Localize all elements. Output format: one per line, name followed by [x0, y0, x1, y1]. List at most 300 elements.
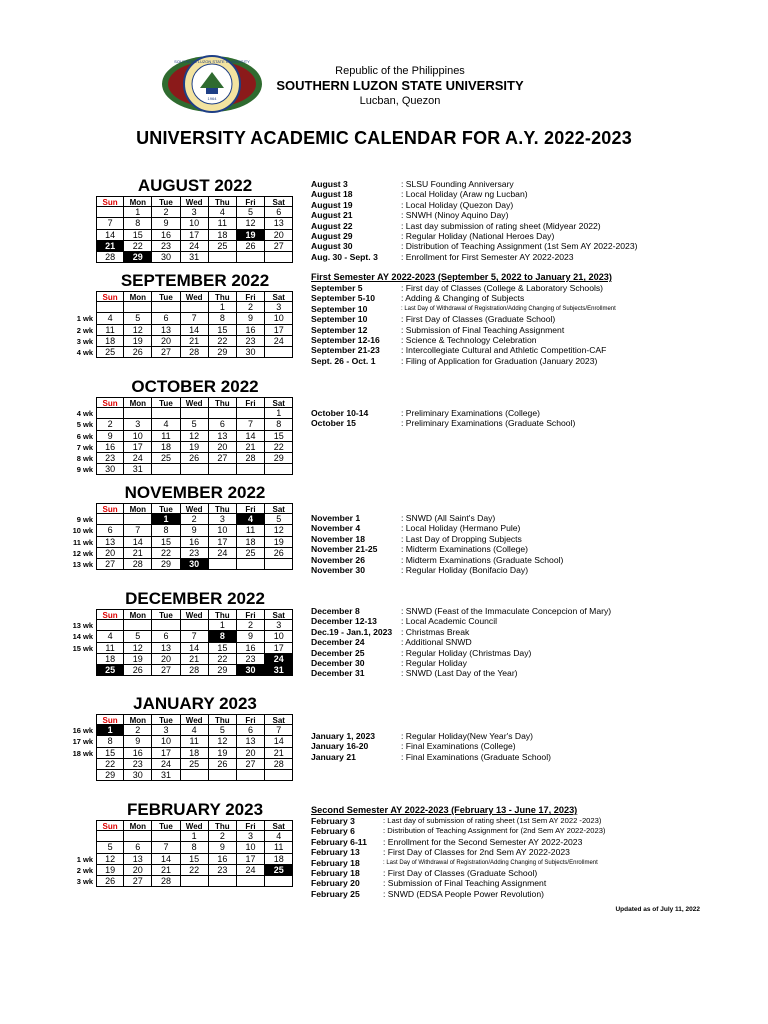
- day-header: Tue: [152, 820, 180, 831]
- event-description: : First Day of Classes for 2nd Sem AY 2022-2023: [383, 847, 570, 858]
- calendar-day: [209, 876, 237, 887]
- event-row: [311, 523, 711, 533]
- calendar-day: 21: [96, 241, 124, 252]
- week-label: [66, 770, 96, 781]
- calendar-day: 12: [124, 643, 152, 654]
- calendar-day: 26: [237, 241, 265, 252]
- calendar-day: 19: [209, 748, 237, 759]
- calendar-day: 17: [152, 748, 180, 759]
- week-label: 13 wk: [72, 621, 93, 631]
- day-header: Mon: [124, 397, 152, 408]
- event-row: [311, 627, 711, 637]
- calendar-day: 3: [181, 207, 209, 218]
- calendar-day: [124, 514, 152, 525]
- calendar-day: 26: [96, 876, 124, 887]
- day-header: Wed: [181, 609, 209, 620]
- calendar-day: 10: [265, 313, 293, 324]
- calendar-day: 20: [237, 748, 265, 759]
- calendar-day: 30: [124, 770, 152, 781]
- calendar-day: 7: [96, 218, 124, 229]
- event-date: September 12: [311, 324, 368, 335]
- calendar-day: 4: [96, 631, 124, 642]
- calendar-day: 2: [96, 419, 124, 430]
- week-label: [66, 665, 96, 676]
- calendar-day: 24: [181, 241, 209, 252]
- day-header: Mon: [124, 820, 152, 831]
- calendar-day: 19: [237, 230, 265, 241]
- calendar-day: 1: [209, 620, 237, 631]
- event-row: [311, 648, 711, 658]
- event-description: : Final Examinations (College): [401, 741, 516, 752]
- calendar-day: [181, 464, 209, 475]
- event-date: October 10-14: [311, 408, 369, 418]
- event-block: [311, 271, 711, 366]
- calendar-day: 13: [237, 736, 265, 747]
- event-date: September 10: [311, 314, 368, 325]
- event-row: [311, 210, 711, 220]
- event-row: [311, 534, 711, 544]
- calendar-day: 27: [237, 759, 265, 770]
- calendar-day: [96, 408, 124, 419]
- event-description: : First day of Classes (College & Laboratory Schools): [401, 283, 604, 293]
- calendar-day: 6: [152, 313, 180, 324]
- event-description: : Science & Technology Celebration: [401, 335, 537, 346]
- day-header: Sun: [96, 714, 124, 725]
- day-header: Thu: [209, 714, 237, 725]
- event-block: [311, 731, 711, 762]
- event-date: November 4: [311, 523, 361, 534]
- calendar-day: 2: [209, 831, 237, 842]
- calendar-day: 14: [237, 431, 265, 442]
- calendar-day: 15: [265, 431, 293, 442]
- calendar-day: [265, 559, 293, 570]
- calendar-day: 16: [181, 537, 209, 548]
- day-header: Mon: [124, 291, 152, 302]
- calendar-day: 31: [152, 770, 180, 781]
- calendar-day: 30: [237, 347, 265, 358]
- week-label-blank: [66, 820, 96, 831]
- calendar-day: [124, 620, 152, 631]
- week-label-blank: [66, 609, 96, 620]
- calendar-day: 23: [124, 759, 152, 770]
- calendar-day: 25: [209, 241, 237, 252]
- calendar-day: 25: [96, 347, 124, 358]
- calendar-day: 29: [265, 453, 293, 464]
- event-row: [311, 616, 711, 626]
- event-description: : Local Holiday (Hermano Pule): [401, 523, 521, 534]
- calendar-day: 1: [209, 302, 237, 313]
- event-date: January 21: [311, 751, 356, 762]
- calendar-day: 9: [96, 431, 124, 442]
- week-label: 10 wk: [72, 526, 93, 536]
- calendar-day: 26: [124, 665, 152, 676]
- calendar-day: 24: [237, 865, 265, 876]
- calendar-day: [265, 252, 293, 263]
- day-header: Sat: [265, 714, 293, 725]
- week-label: 9 wk: [76, 515, 93, 525]
- semester-title: Second Semester AY 2022-2023 (February 13 - June 17, 2023): [311, 805, 578, 815]
- week-label: 2 wk: [76, 325, 93, 335]
- day-header: Fri: [237, 714, 265, 725]
- calendar-day: 4: [152, 419, 180, 430]
- month-title: OCTOBER 2022: [131, 377, 259, 396]
- calendar-day: 18: [209, 230, 237, 241]
- calendar-day: 17: [124, 442, 152, 453]
- event-description: : First Day of Classes (Graduate School): [401, 314, 556, 325]
- calendar-day: 9: [209, 842, 237, 853]
- month-title: JANUARY 2023: [133, 694, 257, 713]
- day-header: Sun: [96, 609, 124, 620]
- event-row: [311, 200, 711, 210]
- calendar-day: 19: [96, 865, 124, 876]
- event-date: November 21-25: [311, 544, 378, 555]
- calendar-day: 19: [124, 654, 152, 665]
- week-label: [66, 842, 96, 853]
- calendar-day: 16: [209, 854, 237, 865]
- event-date: September 10: [311, 303, 368, 314]
- event-row: [311, 858, 711, 868]
- calendar-day: 7: [181, 313, 209, 324]
- calendar-day: 29: [209, 665, 237, 676]
- calendar-day: 22: [124, 241, 152, 252]
- day-header: Sun: [96, 397, 124, 408]
- calendar-day: [209, 770, 237, 781]
- week-label: 5 wk: [76, 420, 93, 430]
- calendar-day: [96, 302, 124, 313]
- event-description: : Regular Holiday (Christmas Day): [401, 647, 532, 658]
- event-row: [311, 231, 711, 241]
- calendar-day: 28: [181, 347, 209, 358]
- calendar-day: 14: [96, 230, 124, 241]
- calendar-day: 9: [237, 313, 265, 324]
- calendar-day: 18: [152, 442, 180, 453]
- event-description: : Regular Holiday: [401, 658, 467, 669]
- calendar-day: 20: [209, 442, 237, 453]
- calendar-day: [96, 207, 124, 218]
- calendar-day: 2: [152, 207, 180, 218]
- event-date: September 21-23: [311, 345, 380, 356]
- event-date: December 24: [311, 637, 365, 648]
- calendar-day: [265, 876, 293, 887]
- week-label: [66, 252, 96, 263]
- calendar-day: 23: [181, 548, 209, 559]
- calendar-day: 14: [181, 643, 209, 654]
- calendar-day: 29: [152, 559, 180, 570]
- calendar-day: 29: [209, 347, 237, 358]
- day-header: Sat: [265, 291, 293, 302]
- calendar-day: [124, 408, 152, 419]
- week-label: [66, 241, 96, 252]
- calendar-day: 14: [181, 325, 209, 336]
- week-label: [66, 759, 96, 770]
- event-description: : Enrollment for the Second Semester AY 2022-2023: [383, 836, 583, 847]
- event-row: [311, 513, 711, 523]
- event-date: December 30: [311, 658, 365, 669]
- university-location: Lucban, Quezon: [359, 95, 441, 107]
- calendar-day: 7: [181, 631, 209, 642]
- event-date: January 16-20: [311, 741, 369, 752]
- event-row: [311, 418, 711, 428]
- calendar-day: [237, 464, 265, 475]
- event-date: November 1: [311, 513, 361, 523]
- calendar-day: 8: [96, 736, 124, 747]
- calendar-day: 20: [265, 230, 293, 241]
- event-row: [311, 293, 711, 303]
- week-label: 13 wk: [72, 559, 93, 569]
- event-description: : Local Holiday (Araw ng Lucban): [401, 189, 528, 200]
- day-header: Sun: [96, 503, 124, 514]
- event-date: August 30: [311, 241, 353, 252]
- event-row: [311, 868, 711, 878]
- event-row: [311, 565, 711, 575]
- calendar-day: 9: [152, 218, 180, 229]
- event-row: [311, 356, 711, 366]
- calendar-day: [181, 302, 209, 313]
- calendar-day: [152, 620, 180, 631]
- calendar-day: 2: [181, 514, 209, 525]
- event-row: [311, 668, 711, 678]
- calendar-day: 22: [96, 759, 124, 770]
- event-date: September 5-10: [311, 293, 376, 304]
- calendar-day: 7: [265, 725, 293, 736]
- calendar-day: [265, 770, 293, 781]
- calendar-day: [237, 770, 265, 781]
- event-row: [311, 826, 711, 836]
- calendar-day: 11: [209, 218, 237, 229]
- event-description: : SNWD (EDSA People Power Revolution): [383, 888, 544, 899]
- calendar-day: 26: [265, 548, 293, 559]
- calendar-day: [209, 464, 237, 475]
- calendar-day: 29: [96, 770, 124, 781]
- calendar-day: 22: [181, 865, 209, 876]
- day-header: Fri: [237, 291, 265, 302]
- event-description: : Preliminary Examinations (College): [401, 408, 540, 418]
- event-description: : Christmas Break: [401, 626, 470, 637]
- calendar-day: 12: [181, 431, 209, 442]
- calendar-day: 12: [96, 854, 124, 865]
- event-row: [311, 878, 711, 888]
- calendar-day: 30: [181, 559, 209, 570]
- calendar-day: 8: [209, 631, 237, 642]
- calendar-day: 17: [181, 230, 209, 241]
- week-label: 6 wk: [76, 431, 93, 441]
- day-header: Fri: [237, 609, 265, 620]
- calendar-day: 5: [237, 207, 265, 218]
- calendar-day: [152, 464, 180, 475]
- month-calendar: [66, 800, 294, 887]
- calendar-day: 20: [124, 865, 152, 876]
- event-row: [311, 731, 711, 741]
- calendar-day: 5: [209, 725, 237, 736]
- calendar-day: 22: [209, 654, 237, 665]
- svg-text:1964: 1964: [207, 96, 217, 101]
- calendar-day: [209, 252, 237, 263]
- calendar-day: 4: [209, 207, 237, 218]
- event-row: [311, 741, 711, 751]
- calendar-day: 13: [209, 431, 237, 442]
- semester-title: First Semester AY 2022-2023 (September 5, 2022 to January 21, 2023): [311, 272, 612, 282]
- week-label-blank: [66, 291, 96, 302]
- page-title: UNIVERSITY ACADEMIC CALENDAR FOR A.Y. 2022-2023: [136, 128, 632, 148]
- calendar-day: 3: [124, 419, 152, 430]
- week-label: [66, 831, 96, 842]
- calendar-day: [124, 302, 152, 313]
- week-label: 4 wk: [76, 347, 93, 357]
- calendar-day: 13: [124, 854, 152, 865]
- event-row: [311, 837, 711, 847]
- calendar-day: [209, 559, 237, 570]
- day-header: Sat: [265, 196, 293, 207]
- calendar-day: 15: [181, 854, 209, 865]
- calendar-day: 18: [181, 748, 209, 759]
- day-header: Tue: [152, 397, 180, 408]
- calendar-day: 6: [209, 419, 237, 430]
- event-description: : Last Day of Withdrawal of Registration/Adding Changing of Subjects/Enrollment: [383, 859, 598, 866]
- calendar-day: 16: [96, 442, 124, 453]
- event-description: : Filing of Application for Graduation (January 2023): [401, 355, 598, 366]
- week-label: [66, 207, 96, 218]
- day-header: Thu: [209, 291, 237, 302]
- event-date: Aug. 30 - Sept. 3: [311, 251, 378, 262]
- calendar-day: 23: [209, 865, 237, 876]
- week-label: 18 wk: [72, 748, 93, 758]
- calendar-day: 6: [96, 525, 124, 536]
- calendar-day: 12: [265, 525, 293, 536]
- calendar-day: 1: [152, 514, 180, 525]
- calendar-day: 3: [265, 620, 293, 631]
- calendar-day: 25: [152, 453, 180, 464]
- calendar-day: 4: [181, 725, 209, 736]
- week-label: 1 wk: [76, 854, 93, 864]
- day-header: Mon: [124, 196, 152, 207]
- event-date: September 12-16: [311, 335, 380, 346]
- event-row: [311, 606, 711, 616]
- event-description: : Last day submission of rating sheet (Midyear 2022): [401, 220, 601, 231]
- calendar-day: 20: [152, 336, 180, 347]
- calendar-day: 31: [124, 464, 152, 475]
- month-title: FEBRUARY 2023: [126, 800, 264, 819]
- event-row: [311, 658, 711, 668]
- calendar-day: 6: [152, 631, 180, 642]
- event-description: : Submission of Final Teaching Assignment: [401, 324, 565, 335]
- month-calendar: [66, 377, 294, 475]
- month-title: AUGUST 2022: [137, 176, 253, 195]
- week-label: 15 wk: [72, 643, 93, 653]
- calendar-day: 28: [96, 252, 124, 263]
- week-label: [66, 218, 96, 229]
- event-description: : Regular Holiday (Bonifacio Day): [401, 565, 529, 576]
- calendar-day: 27: [96, 559, 124, 570]
- event-description: : SNWD (Feast of the Immaculate Concepcion of Mary): [401, 606, 612, 616]
- calendar-day: 5: [96, 842, 124, 853]
- event-row: [311, 241, 711, 251]
- event-description: : Regular Holiday(New Year's Day): [401, 731, 534, 741]
- calendar-day: 24: [265, 654, 293, 665]
- calendar-day: 23: [237, 654, 265, 665]
- week-label-blank: [66, 397, 96, 408]
- calendar-day: [181, 620, 209, 631]
- day-header: Wed: [181, 397, 209, 408]
- calendar-day: 1: [96, 725, 124, 736]
- calendar-day: 20: [152, 654, 180, 665]
- calendar-day: 30: [237, 665, 265, 676]
- calendar-day: 4: [96, 313, 124, 324]
- event-description: : Intercollegiate Cultural and Athletic Competition-CAF: [401, 345, 607, 356]
- day-header: Thu: [209, 397, 237, 408]
- event-description: : Additional SNWD: [401, 637, 472, 648]
- calendar-day: 31: [265, 665, 293, 676]
- week-label: [66, 230, 96, 241]
- calendar-day: 22: [209, 336, 237, 347]
- calendar-day: [96, 620, 124, 631]
- week-label: 12 wk: [72, 548, 93, 558]
- month-calendar: [66, 694, 294, 781]
- event-description: : Local Holiday (Quezon Day): [401, 199, 514, 210]
- event-row: [311, 816, 711, 826]
- calendar-day: 21: [181, 654, 209, 665]
- day-header: Thu: [209, 820, 237, 831]
- calendar-day: 16: [237, 325, 265, 336]
- day-header: Wed: [181, 503, 209, 514]
- week-label: 14 wk: [72, 632, 93, 642]
- day-header: Tue: [152, 609, 180, 620]
- calendar-grid: [66, 820, 294, 887]
- calendar-day: 28: [152, 876, 180, 887]
- calendar-day: 22: [152, 548, 180, 559]
- calendar-day: 13: [96, 537, 124, 548]
- event-block: [311, 606, 711, 679]
- day-header: Sun: [96, 820, 124, 831]
- calendar-day: [237, 876, 265, 887]
- event-row: [311, 637, 711, 647]
- event-row: [311, 304, 711, 314]
- event-description: : Midterm Examinations (Graduate School): [401, 554, 564, 565]
- calendar-day: 18: [237, 537, 265, 548]
- event-description: : Final Examinations (Graduate School): [401, 751, 551, 762]
- calendar-day: [237, 559, 265, 570]
- event-row: [311, 179, 711, 189]
- calendar-grid: [66, 196, 294, 263]
- calendar-day: 26: [124, 347, 152, 358]
- calendar-day: [209, 408, 237, 419]
- calendar-day: 9: [237, 631, 265, 642]
- event-date: December 12-13: [311, 616, 377, 627]
- event-row: [311, 314, 711, 324]
- event-description: : Last Day of Withdrawal of Registration/Adding Changing of Subjects/Enrollment: [401, 305, 616, 312]
- calendar-day: 23: [96, 453, 124, 464]
- week-label: [66, 302, 96, 313]
- day-header: Mon: [124, 609, 152, 620]
- calendar-day: 1: [124, 207, 152, 218]
- calendar-day: [237, 252, 265, 263]
- calendar-day: 13: [265, 218, 293, 229]
- week-label: 3 wk: [76, 336, 93, 346]
- calendar-day: 27: [152, 665, 180, 676]
- event-description: : Submission of Final Teaching Assignment: [383, 878, 547, 889]
- event-date: December 25: [311, 647, 365, 658]
- calendar-day: [181, 770, 209, 781]
- event-description: : SNWD (All Saint's Day): [401, 513, 496, 523]
- calendar-day: 7: [124, 525, 152, 536]
- day-header: Fri: [237, 503, 265, 514]
- calendar-day: 5: [181, 419, 209, 430]
- calendar-day: 30: [152, 252, 180, 263]
- calendar-day: 17: [209, 537, 237, 548]
- event-row: [311, 847, 711, 857]
- calendar-day: 21: [152, 865, 180, 876]
- event-date: February 25: [311, 888, 360, 899]
- calendar-day: 11: [181, 736, 209, 747]
